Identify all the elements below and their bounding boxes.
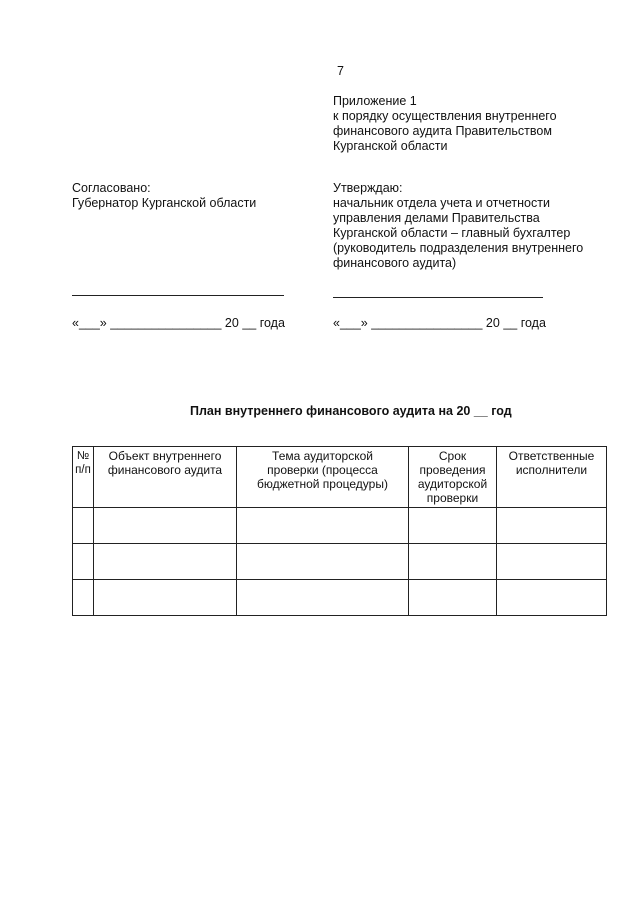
appendix-line: к порядку осуществления внутреннего	[333, 109, 557, 123]
appendix-title: Приложение 1	[333, 94, 417, 108]
approve-line: (руководитель подразделения внутреннего	[333, 241, 584, 255]
page-number: 7	[337, 64, 344, 78]
table-cell[interactable]	[94, 508, 237, 544]
agreed-signature-line	[72, 295, 284, 296]
approve-line: финансового аудита)	[333, 256, 457, 270]
table-cell[interactable]	[73, 544, 94, 580]
appendix-line: Курганской области	[333, 139, 448, 153]
approve-label: Утверждаю:	[333, 181, 403, 195]
header-deadline: Срок проведения аудиторской проверки	[409, 447, 497, 508]
agreed-label: Согласовано:	[72, 181, 151, 195]
approve-date-line: «___» ________________ 20 __ года	[333, 316, 546, 330]
table-header-row	[73, 447, 607, 508]
plan-title: План внутреннего финансового аудита на 20 __ год	[190, 404, 512, 418]
table-cell[interactable]	[497, 508, 607, 544]
approve-line: управления делами Правительства	[333, 211, 540, 225]
agreed-position: Губернатор Курганской области	[72, 196, 257, 210]
header-responsible: Ответственные исполнители	[497, 447, 607, 508]
table-cell[interactable]	[73, 508, 94, 544]
table-cell[interactable]	[94, 544, 237, 580]
table-cell[interactable]	[73, 580, 94, 616]
header-object: Объект внутреннего финансового аудита	[94, 447, 237, 508]
table-row	[73, 580, 607, 616]
audit-plan-table	[72, 446, 607, 616]
approve-line: Курганской области – главный бухгалтер	[333, 226, 571, 240]
table-cell[interactable]	[94, 580, 237, 616]
header-number: № п/п	[73, 447, 94, 508]
header-topic: Тема аудиторской проверки (процесса бюджетной процедуры)	[237, 447, 409, 508]
approve-line: начальник отдела учета и отчетности	[333, 196, 550, 210]
table-cell[interactable]	[237, 508, 409, 544]
approve-signature-line	[333, 297, 543, 298]
table-row	[73, 508, 607, 544]
table-cell[interactable]	[497, 580, 607, 616]
agreed-date-line: «___» ________________ 20 __ года	[72, 316, 285, 330]
table-row	[73, 544, 607, 580]
table-cell[interactable]	[409, 508, 497, 544]
table-cell[interactable]	[237, 544, 409, 580]
appendix-line: финансового аудита Правительством	[333, 124, 552, 138]
table-cell[interactable]	[409, 544, 497, 580]
table-cell[interactable]	[409, 580, 497, 616]
table-cell[interactable]	[237, 580, 409, 616]
table-cell[interactable]	[497, 544, 607, 580]
